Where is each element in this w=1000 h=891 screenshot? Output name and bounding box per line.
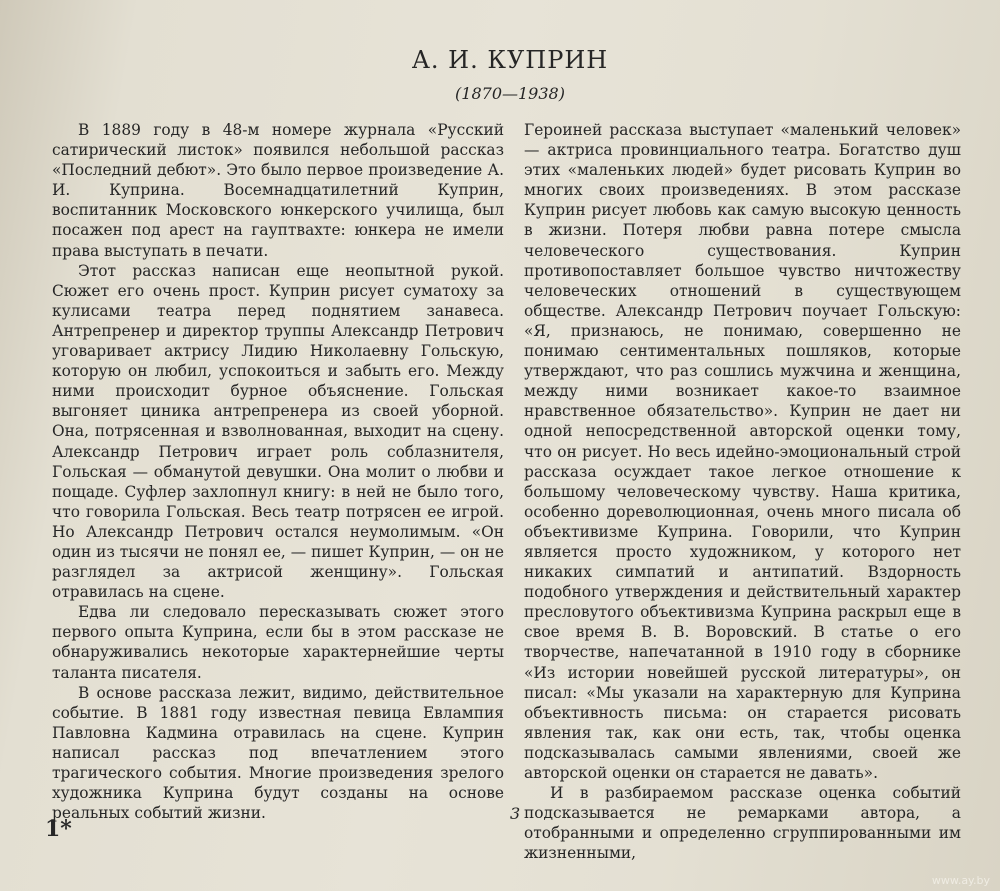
paragraph: В 1889 году в 48-м номере журнала «Русский сатирический листок» появился небольшой рассказ «Последний дебют». Это было первое произведение А. И. Куприна. Восемнадцатилетний Куприн, воспитанник Московского юнкерского училища, был посажен под арест на гауптвахте: юнкера не имели права выступать в печати.	[52, 121, 504, 260]
paragraph: В основе рассказа лежит, видимо, действительное событие. В 1881 году известная певица Евлампия Павловна Кадмина отравилась на сцене. Куприн написал рассказ под впечатлением этого трагического события. Многие произведения зрелого художника Куприна будут созданы на основе реальных событий жизни.	[52, 683, 504, 823]
author-title: А. И. КУПРИН	[411, 46, 609, 74]
signature-mark: 1*	[45, 816, 72, 842]
right-column	[524, 120, 961, 863]
paragraph: Этот рассказ написан еще неопытной рукой. Сюжет его очень прост. Куприн рисует суматоху за кулисами театра перед поднятием занавеса. Антрепренер и директор труппы Александр Петрович уговаривает актрису Лидию Николаевну Гольскую, которую он любил, успокоиться и забыть его. Между ними происходит бурное объяснение. Гольская выгоняет циника антрепренера из своей уборной. Она, потрясенная и взволнованная, выходит на сцену. Александр Петрович играет роль соблазнителя, Гольская — обманутой девушки. Она молит о любви и пощаде. Суфлер захлопнул книгу: в ней не было того, что говорила Гольская. Весь театр потрясен ее игрой. Но Александр Петрович остался неумолимым. «Он один из тысячи не понял ее, — пишет Куприн, — он не разглядел за актрисой женщину». Гольская отравилась на сцене.	[52, 261, 504, 602]
paragraph: Героиней рассказа выступает «маленький человек» — актриса провинциального театра. Богатство душ этих «маленьких людей» будет рисовать Куприн во многих своих произведениях. В этом рассказе Куприн рисует любовь как самую высокую ценность в жизни. Потеря любви равна потере смысла человеческого существования. Куприн противопоставляет большое чувство ничтожеству человеческих отношений в существующем обществе. Александр Петрович поучает Гольскую: «Я, признаюсь, не понимаю, совершенно не понимаю сентиментальных пошляков, которые утверждают, что раз сошлись мужчина и женщина, между ними возникает какое-то взаимное нравственное обязательство». Куприн не дает ни одной непосредственной авторской оценки тому, что он рисует. Но весь идейно-эмоциональный строй рассказа осуждает такое легкое отношение к большому человеческому чувству. Наша критика, особенно дореволюционная, очень много писала об объективизме Куприна. Говорили, что Куприн является просто художником, у которого нет никаких симпатий и антипатий. Вздорность подобного утверждения и действительный характер пресловутого объективизма Куприна раскрыл еще в свое время В. В. Воровский. В статье о его творчестве, напечатанной в 1910 году в сборнике «Из истории новейшей русской литературы», он писал: «Мы указали на характерную для Куприна объективность письма: он старается рисовать явления так, как они есть, так, чтобы оценка подсказывалась самыми явлениями, своей же авторской оценки он старается не давать».	[524, 121, 961, 782]
paragraph: И в разбираемом рассказе оценка событий подсказывается не ремарками автора, а отобранными и определенно сгруппированными им жизненными,	[524, 784, 961, 863]
page-number: 3	[510, 804, 521, 823]
watermark: www.ay.by	[931, 874, 990, 887]
left-column	[52, 120, 504, 823]
author-years: (1870—1938)	[455, 84, 565, 103]
paragraph: Едва ли следовало пересказывать сюжет этого первого опыта Куприна, если бы в этом рассказе не обнаруживались некоторые характернейшие черты таланта писателя.	[52, 603, 504, 682]
